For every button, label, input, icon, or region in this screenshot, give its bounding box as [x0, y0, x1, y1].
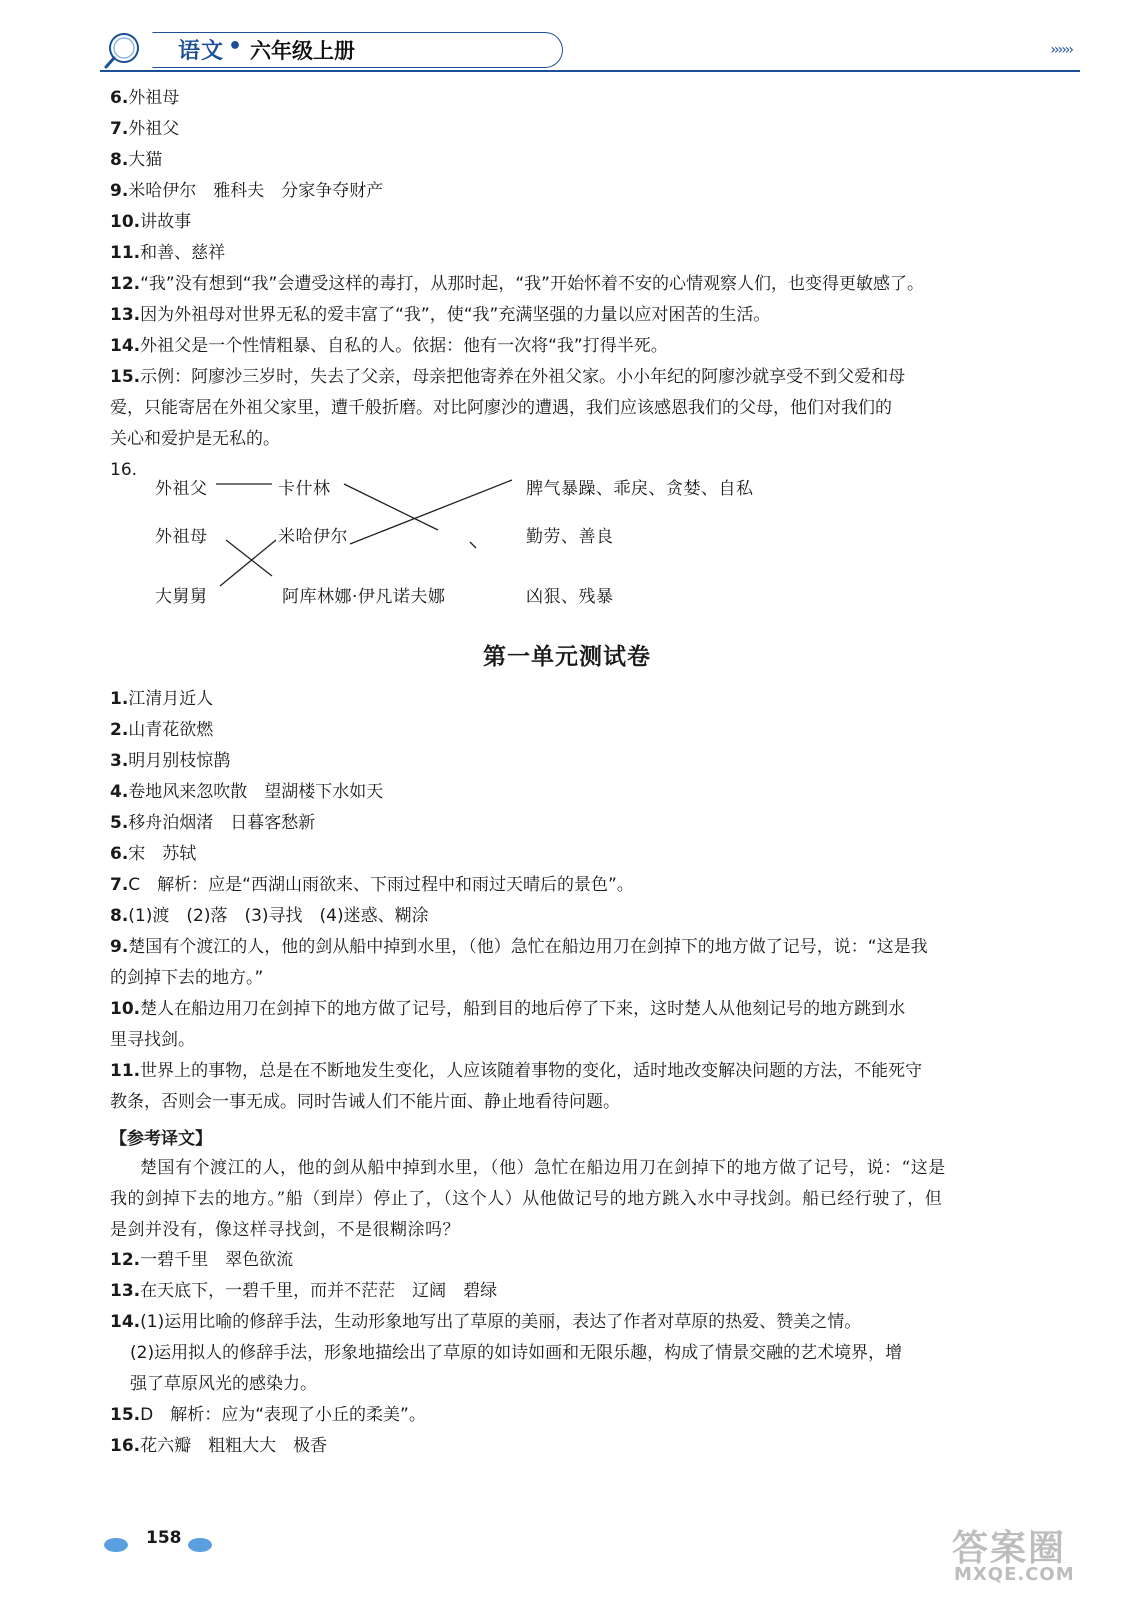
answer-text: (1)运用比喻的修辞手法，生动形象地写出了草原的美丽，表达了作者对草原的热爱、赞美之情。: [140, 1312, 862, 1332]
answer-line: [110, 1403, 426, 1427]
answer-text: 讲故事: [140, 212, 192, 232]
answer-line: [110, 780, 383, 804]
answer-number: 9.: [110, 181, 129, 201]
answer-text: 强了草原风光的感染力。: [130, 1374, 317, 1394]
answer-line: [110, 1434, 327, 1458]
answer-text: 楚人在船边用刀在剑掉下的地方做了记号，船到目的地后停了下来，这时楚人从他刻记号的地方跳到水: [140, 999, 906, 1019]
answer-text: 山青花欲燃: [128, 720, 214, 740]
match-middle-1: 卡什林: [278, 479, 331, 499]
answer-line: [130, 1372, 317, 1396]
answer-text: 楚国有个渡江的人，他的剑从船中掉到水里，（他）急忙在船边用刀在剑掉下的地方做了记号，说：“这是我: [128, 937, 928, 957]
answer-text: 一碧千里 翠色欲流: [140, 1250, 294, 1270]
answer-text: 里寻找剑。: [110, 1030, 195, 1050]
match-left-1: 外祖父: [155, 479, 208, 499]
match-right-2: 勤劳、善良: [526, 527, 614, 547]
reference-title: 【参考译文】: [110, 1129, 212, 1149]
match-right-1: 脾气暴躁、乖戾、贪婪、自私: [526, 479, 754, 499]
answer-number: 16.: [110, 1436, 141, 1456]
answer-number: 13.: [110, 1281, 141, 1301]
answer-number: 12.: [110, 274, 141, 294]
answer-text: 明月别枝惊鹊: [128, 751, 231, 771]
answer-number: 5.: [110, 813, 129, 833]
answer-text: D 解析：应为“表现了小丘的柔美”。: [140, 1405, 426, 1425]
header-subject: 语文: [178, 39, 225, 64]
answer-number: 3.: [110, 751, 129, 771]
reference-line: 是剑并没有，像这样寻找剑，不是很糊涂吗？: [110, 1220, 460, 1240]
header-grade: 六年级上册: [250, 39, 355, 63]
answer-text: 世界上的事物，总是在不断地发生变化，人应该随着事物的变化，适时地改变解决问题的方法，不能死守: [140, 1061, 923, 1081]
answer-number: 11.: [110, 1061, 141, 1081]
answer-number: 14.: [110, 336, 141, 356]
watermark-url: MXQE.COM: [954, 1564, 1075, 1585]
answer-text: 移舟泊烟渚 日暮客愁新: [128, 813, 316, 833]
answer-number: 9.: [110, 937, 129, 957]
answer-number: 8.: [110, 906, 129, 926]
answer-line: [110, 842, 196, 866]
header-arrows-icon: ››››››: [1050, 42, 1072, 58]
match-line-3: [350, 480, 512, 544]
answer-number: 12.: [110, 1250, 141, 1270]
answer-number: 10.: [110, 999, 141, 1019]
answer-line: [110, 1310, 861, 1334]
answer-number: 15.: [110, 367, 141, 387]
answer-line: [110, 1028, 195, 1052]
answer-line: [110, 935, 928, 959]
answer-text: 爱，只能寄居在外祖父家里，遭千般折磨。对比阿廖沙的遭遇，我们应该感恩我们的父母，他们对我们的: [110, 398, 892, 418]
answer-number: 10.: [110, 212, 141, 232]
answer-text: 外祖父是一个性情粗暴、自私的人。依据：他有一次将“我”打得半死。: [140, 336, 668, 356]
answer-line: [110, 811, 315, 835]
answer-number: 1.: [110, 689, 129, 709]
answer-line: [110, 1090, 620, 1114]
answer-text: 外祖父: [128, 119, 180, 139]
match-line-stray: [470, 542, 476, 548]
answer-line: [110, 873, 634, 897]
answer-line: [110, 997, 905, 1021]
answer-number: 8.: [110, 150, 129, 170]
answer-text: 宋 苏轼: [128, 844, 197, 864]
answer-text: 示例：阿廖沙三岁时，失去了父亲，母亲把他寄养在外祖父家。小小年纪的阿廖沙就享受不到父爱和母: [140, 367, 906, 387]
footer-dots-icon: [104, 1535, 144, 1555]
answer-number: 16.: [110, 460, 138, 480]
match-line-5: [220, 540, 276, 586]
match-middle-3: 阿库林娜·伊凡诺夫娜: [282, 587, 446, 607]
answer-line: [110, 904, 429, 928]
match-middle-2: 米哈伊尔: [278, 527, 348, 547]
reference-line: 楚国有个渡江的人，他的剑从船中掉到水里，（他）急忙在船边用刀在剑掉下的地方做了记号，说：“这是: [140, 1158, 946, 1178]
answer-line: [130, 1341, 902, 1365]
match-right-3: 凶狠、残暴: [526, 587, 614, 607]
answer-number: 11.: [110, 243, 141, 263]
answer-number: 2.: [110, 720, 129, 740]
match-line-4: [226, 540, 272, 576]
answer-number: 6.: [110, 88, 129, 108]
answer-number: 15.: [110, 1405, 141, 1425]
answer-text: 大猫: [128, 150, 163, 170]
answer-line: [110, 1279, 497, 1303]
answer-text: 卷地风来忽吹散 望湖楼下水如天: [128, 782, 384, 802]
footer-dot-right-icon: [186, 1535, 216, 1555]
reference-line: 我的剑掉下去的地方。”船（到岸）停止了，（这个人）从他做记号的地方跳入水中寻找剑。船已经行驶了，但: [110, 1189, 943, 1209]
answer-text: 的剑掉下去的地方。”: [110, 968, 264, 988]
answer-text: 因为外祖母对世界无私的爱丰富了“我”，使“我”充满坚强的力量以应对困苦的生活。: [140, 305, 771, 325]
answer-line: [110, 687, 213, 711]
answer-line: [110, 1059, 922, 1083]
answer-text: (1)渡 (2)落 (3)寻找 (4)迷惑、糊涂: [128, 906, 429, 926]
match-line-2: [344, 484, 438, 530]
watermark-logo-text: 答案圈: [952, 1528, 1067, 1569]
answer-text: 关心和爱护是无私的。: [110, 429, 280, 449]
answer-text: 外祖母: [128, 88, 180, 108]
answer-line: [110, 966, 263, 990]
answer-line: [110, 749, 230, 773]
page-number: 158: [146, 1528, 182, 1548]
header-separator: •: [228, 34, 243, 59]
answer-number: 13.: [110, 305, 141, 325]
answer-text: C 解析：应是“西湖山雨欲来、下雨过程中和雨过天晴后的景色”。: [128, 875, 634, 895]
answer-text: “我”没有想到“我”会遭受这样的毒打，从那时起，“我”开始怀着不安的心情观察人们，也变得更敏感了。: [140, 274, 924, 294]
answer-number: 7.: [110, 119, 129, 139]
answer-number: 14.: [110, 1312, 141, 1332]
answer-text: (2)运用拟人的修辞手法，形象地描绘出了草原的如诗如画和无限乐趣，构成了情景交融的艺术境界，增: [130, 1343, 903, 1363]
answer-number: 7.: [110, 875, 129, 895]
answer-line: [110, 718, 213, 742]
answer-line: [110, 1248, 293, 1272]
answer-number: 6.: [110, 844, 129, 864]
answer-text: 和善、慈祥: [140, 243, 226, 263]
match-left-3: 大舅舅: [155, 587, 208, 607]
answer-text: 教条，否则会一事无成。同时告诫人们不能片面、静止地看待问题。: [110, 1092, 620, 1112]
answer-text: 江清月近人: [128, 689, 214, 709]
answer-text: 花六瓣 粗粗大大 极香: [140, 1436, 328, 1456]
section-title: 第一单元测试卷: [483, 644, 651, 670]
match-left-2: 外祖母: [155, 527, 208, 547]
answer-number: 4.: [110, 782, 129, 802]
answer-text: 在天底下，一碧千里，而并不茫茫 辽阔 碧绿: [140, 1281, 498, 1301]
answer-text: 米哈伊尔 雅科夫 分家争夺财产: [128, 181, 384, 201]
watermark: [944, 1520, 1094, 1590]
